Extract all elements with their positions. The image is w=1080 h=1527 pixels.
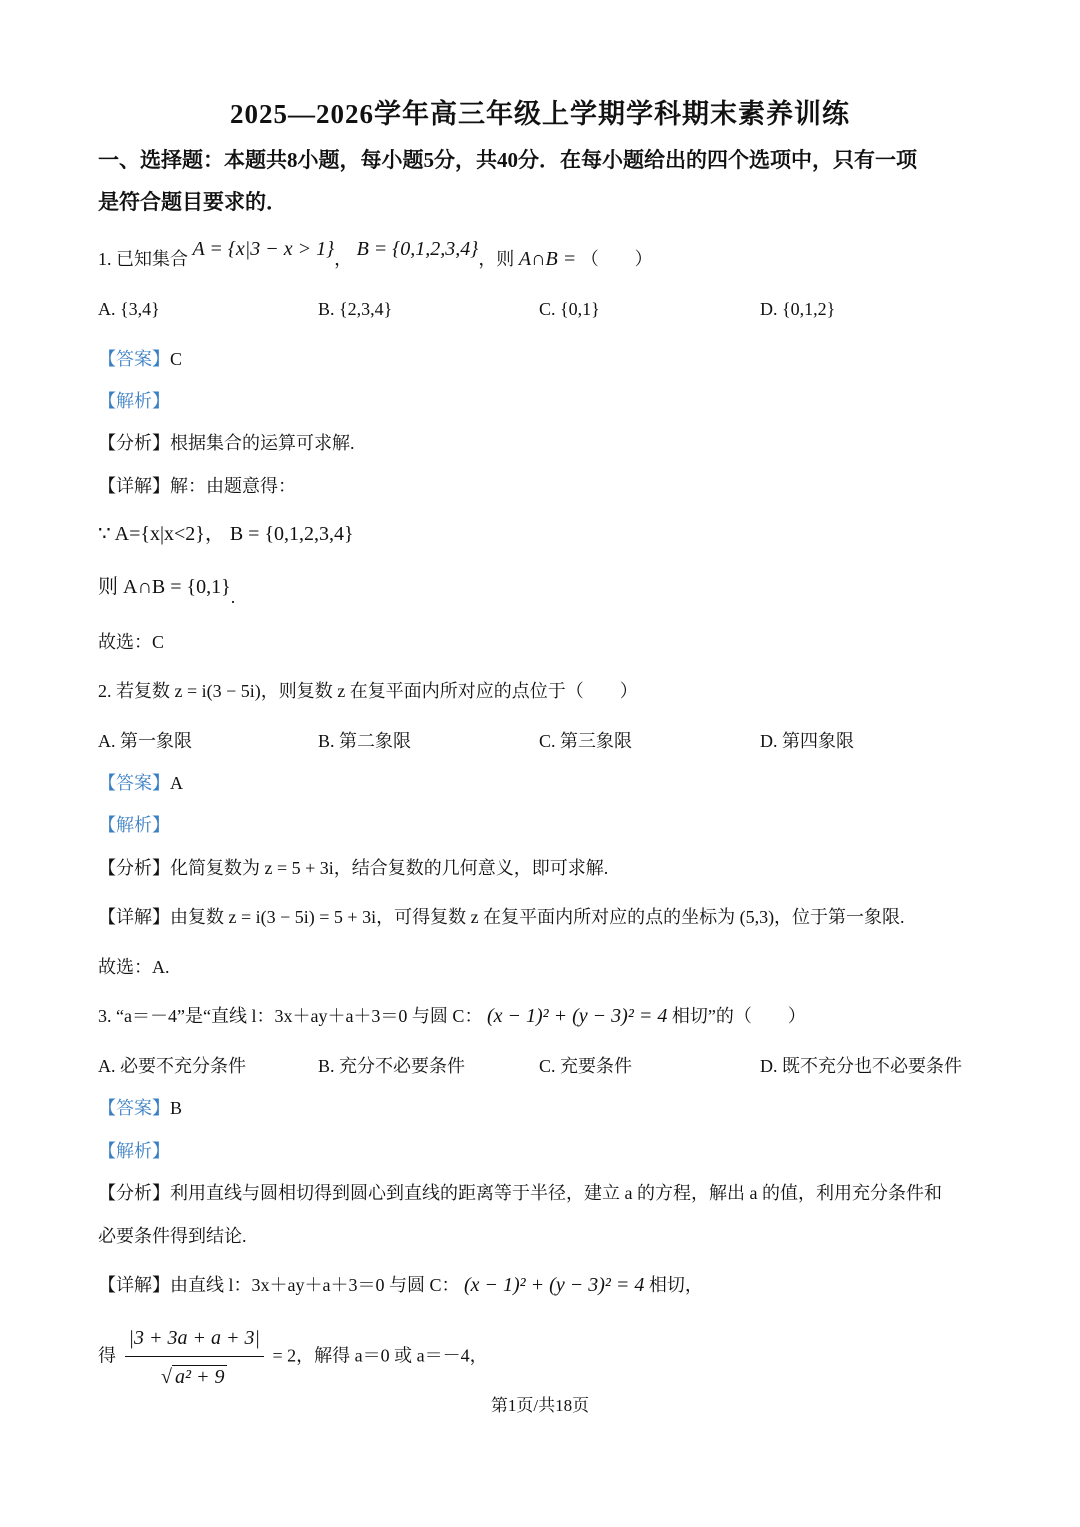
- q3-fenxi-line2: 必要条件得到结论.: [98, 1226, 247, 1246]
- q1-stem: [98, 238, 653, 273]
- section-heading-line2: 是符合题目要求的．: [98, 190, 287, 214]
- section-heading-line1: 一、选择题：本题共8小题，每小题5分，共40分．在每小题给出的四个选项中，只有一项: [98, 148, 917, 172]
- fenxi-tag: 【分析】: [98, 858, 170, 878]
- q1-option-b: B. {2,3,4}: [318, 299, 393, 319]
- q1-sep: ，: [334, 249, 353, 269]
- q3-distance-formula: [98, 1322, 488, 1393]
- q1-fenxi: [98, 429, 355, 457]
- xiangjie-tag: 【详解】: [98, 1275, 170, 1295]
- q3-frac-eq: = 2，解得 a＝0 或 a＝－4，: [272, 1345, 488, 1366]
- page-title: 2025—2026学年高三年级上学期学科期末素养训练: [230, 99, 850, 129]
- q1-ask: A∩B =: [518, 248, 577, 270]
- q2-option-c: C. 第三象限: [539, 731, 633, 751]
- q2-answer-value: A: [170, 773, 183, 793]
- q2-stem: 2. 若复数 z = i(3 − 5i)，则复数 z 在复平面内所对应的点位于（ ）: [98, 681, 638, 701]
- q3-xiangjie-circle: (x − 1)² + (y − 3)² = 4: [463, 1274, 645, 1296]
- q1-stem-suffix: ，则: [478, 249, 515, 269]
- q1-xiangjie-text: 解：由题意得：: [170, 476, 296, 496]
- q3-xiangjie-suffix: 相切，: [648, 1275, 703, 1295]
- q2-xiangjie-text: 由复数 z = i(3 − 5i) = 5 + 3i，可得复数 z 在复平面内所对应的点的坐标为 (5,3)，位于第一象限.: [170, 907, 905, 927]
- q1-stem-prefix: 1. 已知集合: [98, 249, 188, 269]
- q2-option-b: B. 第二象限: [318, 731, 412, 751]
- q1-analysis-tag: 【解析】: [98, 391, 170, 411]
- q3-option-b: B. 充分不必要条件: [318, 1056, 466, 1076]
- q3-stem-suffix: 相切”的（ ）: [671, 1006, 806, 1026]
- fenxi-tag: 【分析】: [98, 1183, 170, 1203]
- q1-step1: ∵ A={x|x<2}， B = {0,1,2,3,4}: [98, 523, 354, 545]
- q1-xiangjie: [98, 472, 296, 500]
- q2-xiangjie: [98, 903, 905, 931]
- q3-answer: [98, 1094, 182, 1122]
- q1-answer-value: C: [170, 349, 183, 369]
- xiangjie-tag: 【详解】: [98, 476, 170, 496]
- q2-option-d: D. 第四象限: [760, 731, 854, 751]
- xiangjie-tag: 【详解】: [98, 907, 170, 927]
- q2-answer: [98, 769, 183, 797]
- fraction-denominator: √ a² + 9: [125, 1357, 264, 1393]
- q3-analysis-tag: 【解析】: [98, 1141, 170, 1161]
- q1-option-d: D. {0,1,2}: [760, 299, 836, 319]
- q3-answer-value: B: [170, 1098, 183, 1118]
- q1-set-b: B = {0,1,2,3,4}: [356, 238, 479, 260]
- q2-fenxi-text: 化简复数为 z = 5 + 3i，结合复数的几何意义，即可求解.: [170, 858, 609, 878]
- q3-xiangjie-prefix: 由直线 l：3x＋ay＋a＋3＝0 与圆 C：: [170, 1275, 460, 1295]
- q1-answer: [98, 345, 182, 373]
- q2-option-a: A. 第一象限: [98, 731, 192, 751]
- q1-set-a: A = {x|3 − x > 1}: [192, 238, 335, 260]
- page-footer: 第1页/共18页: [490, 1396, 590, 1415]
- q3-de: 得: [98, 1345, 116, 1366]
- q1-step2: [98, 573, 236, 607]
- q2-choice: 故选：A.: [98, 957, 170, 977]
- q3-option-d: D. 既不充分也不必要条件: [760, 1056, 962, 1076]
- answer-tag: 【答案】: [98, 349, 170, 369]
- q3-option-c: C. 充要条件: [539, 1056, 633, 1076]
- q3-fenxi-text: 利用直线与圆相切得到圆心到直线的距离等于半径，建立 a 的方程，解出 a 的值，利用充分条件和: [170, 1183, 942, 1203]
- q1-choice: 故选：C: [98, 632, 165, 652]
- q2-analysis-tag: 【解析】: [98, 815, 170, 835]
- q3-option-a: A. 必要不充分条件: [98, 1056, 246, 1076]
- q3-stem: [98, 1002, 806, 1030]
- distance-fraction: [125, 1322, 264, 1393]
- q1-fenxi-text: 根据集合的运算可求解.: [170, 433, 355, 453]
- q1-option-a: A. {3,4}: [98, 299, 160, 319]
- q3-fenxi-line1: [98, 1179, 942, 1207]
- q3-circle-equation: (x − 1)² + (y − 3)² = 4: [486, 1005, 668, 1027]
- q3-xiangjie: [98, 1271, 703, 1299]
- q1-paren: （ ）: [580, 249, 653, 269]
- answer-tag: 【答案】: [98, 773, 170, 793]
- fraction-numerator: |3 + 3a + a + 3|: [125, 1322, 264, 1357]
- q1-option-c: C. {0,1}: [539, 299, 600, 319]
- fenxi-tag: 【分析】: [98, 433, 170, 453]
- q1-step2-text: 则 A∩B = {0,1}: [98, 576, 231, 598]
- sqrt-radicand: a² + 9: [172, 1365, 228, 1388]
- answer-tag: 【答案】: [98, 1098, 170, 1118]
- q2-fenxi: [98, 854, 608, 882]
- q1-step2-dot: .: [230, 587, 236, 607]
- q3-stem-prefix: 3. “a＝－4”是“直线 l：3x＋ay＋a＋3＝0 与圆 C：: [98, 1006, 483, 1026]
